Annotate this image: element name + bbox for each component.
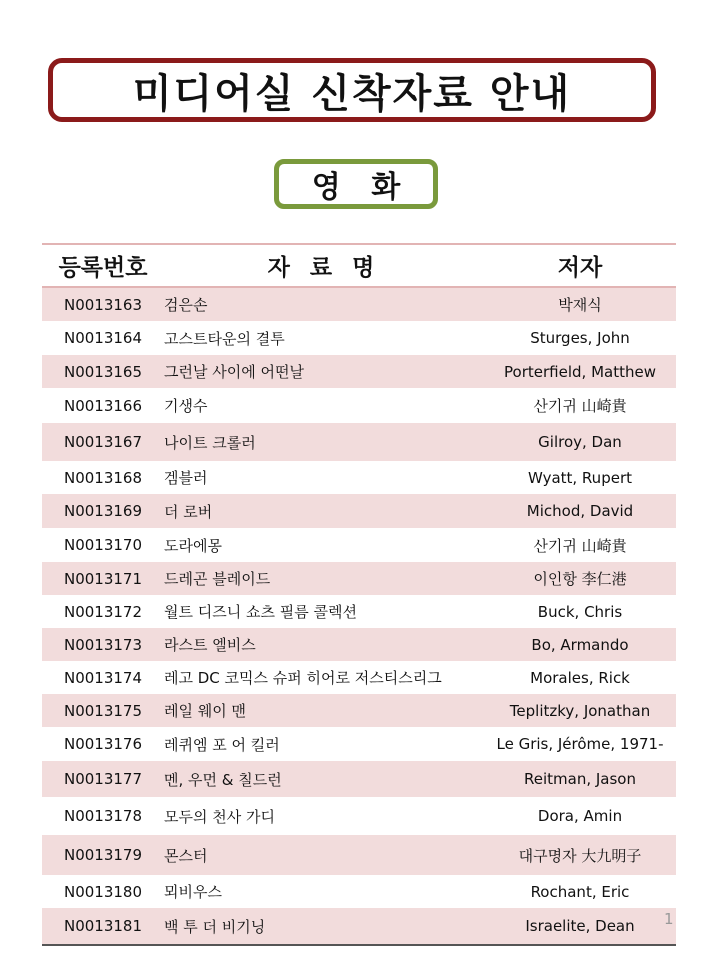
table-row: [42, 875, 676, 908]
row-id: N0013181: [63, 917, 143, 935]
row-id: N0013170: [63, 536, 143, 554]
row-author: 산기귀 山崎貴: [533, 397, 627, 415]
row-author: Le Gris, Jérôme, 1971-: [496, 735, 664, 753]
table-row: [42, 288, 676, 321]
row-author: Israelite, Dean: [525, 917, 635, 935]
row-title: 레고 DC 코믹스 슈퍼 히어로 저스티스리그: [164, 669, 442, 687]
row-title: 드레곤 블레이드: [164, 570, 271, 588]
row-id: N0013167: [63, 433, 143, 451]
row-author: Michod, David: [526, 502, 634, 520]
row-author: Reitman, Jason: [524, 770, 636, 788]
row-id: N0013168: [63, 468, 143, 487]
table-row: [42, 797, 676, 835]
row-title: 검은손: [164, 296, 208, 314]
row-title: 도라에몽: [164, 536, 222, 555]
row-author: Buck, Chris: [537, 602, 623, 621]
table-row: [42, 595, 676, 628]
table-row: [42, 388, 676, 423]
row-title: 고스트타운의 결투: [164, 329, 285, 348]
row-author: Bo, Armando: [531, 635, 629, 654]
row-author: Dora, Amin: [537, 807, 623, 825]
row-title: 월트 디즈니 쇼츠 필름 콜렉션: [164, 603, 357, 621]
row-id: N0013180: [63, 882, 143, 901]
row-title: 레퀴엠 포 어 킬러: [164, 735, 280, 754]
table-header: [42, 245, 676, 288]
title-box: [48, 58, 656, 122]
page-number: 1: [664, 910, 674, 928]
row-author: Sturges, John: [530, 329, 630, 347]
row-title: 몬스터: [164, 846, 208, 865]
row-id: N0013163: [63, 295, 143, 314]
acquisitions-table: [42, 243, 676, 946]
row-id: N0013166: [63, 396, 143, 415]
row-id: N0013178: [63, 807, 143, 825]
column-header-id: 등록번호: [58, 255, 148, 281]
row-id: N0013172: [63, 602, 143, 621]
row-title: 겜블러: [164, 469, 208, 487]
row-title: 라스트 엘비스: [164, 636, 256, 654]
row-id: N0013169: [63, 502, 143, 520]
row-author: Teplitzky, Jonathan: [509, 701, 651, 720]
column-header-title: 자 료 명: [267, 255, 381, 281]
table-row: [42, 908, 676, 944]
category-box: [274, 159, 438, 209]
row-author: Rochant, Eric: [530, 882, 630, 901]
table-row: [42, 461, 676, 494]
table-row: [42, 835, 676, 875]
row-id: N0013176: [63, 735, 143, 753]
row-author: 이인항 李仁港: [533, 570, 627, 588]
category-label: 영 화: [311, 170, 411, 205]
table-row: [42, 562, 676, 595]
table-row: [42, 761, 676, 797]
row-title: 멘, 우먼 & 칠드런: [164, 770, 282, 789]
row-id: N0013175: [63, 701, 143, 720]
table-body: [42, 288, 676, 944]
row-author: Porterfield, Matthew: [504, 362, 656, 381]
table-row: [42, 727, 676, 761]
table-row: [42, 423, 676, 461]
table-row: [42, 694, 676, 727]
row-title: 뫼비우스: [164, 883, 222, 901]
row-author: Morales, Rick: [530, 668, 630, 687]
table-row: [42, 628, 676, 661]
row-title: 그런날 사이에 어떤날: [164, 363, 304, 381]
row-id: N0013179: [63, 846, 143, 864]
table-row: [42, 528, 676, 562]
table-row: [42, 321, 676, 355]
row-title: 백 투 더 비기닝: [164, 917, 266, 936]
row-id: N0013164: [63, 329, 143, 347]
table-row: [42, 661, 676, 694]
row-id: N0013165: [63, 362, 143, 381]
row-title: 모두의 천사 가디: [164, 807, 275, 826]
row-author: 대구명자 大九明子: [518, 846, 642, 865]
row-title: 레일 웨이 맨: [164, 702, 246, 720]
page-title: 미디어실 신착자료 안내: [132, 70, 572, 117]
row-id: N0013171: [63, 569, 143, 588]
row-author: 박재식: [558, 296, 602, 314]
row-title: 나이트 크롤러: [164, 433, 256, 452]
row-author: Gilroy, Dan: [538, 433, 622, 451]
column-header-author: 저자: [557, 255, 603, 281]
row-id: N0013173: [63, 635, 143, 654]
row-id: N0013174: [63, 668, 143, 687]
table-row: [42, 494, 676, 528]
row-title: 기생수: [164, 397, 208, 415]
row-id: N0013177: [63, 770, 143, 788]
row-title: 더 로버: [164, 502, 213, 521]
row-author: Wyatt, Rupert: [528, 468, 632, 487]
table-row: [42, 355, 676, 388]
row-author: 산기귀 山崎貴: [533, 536, 627, 555]
